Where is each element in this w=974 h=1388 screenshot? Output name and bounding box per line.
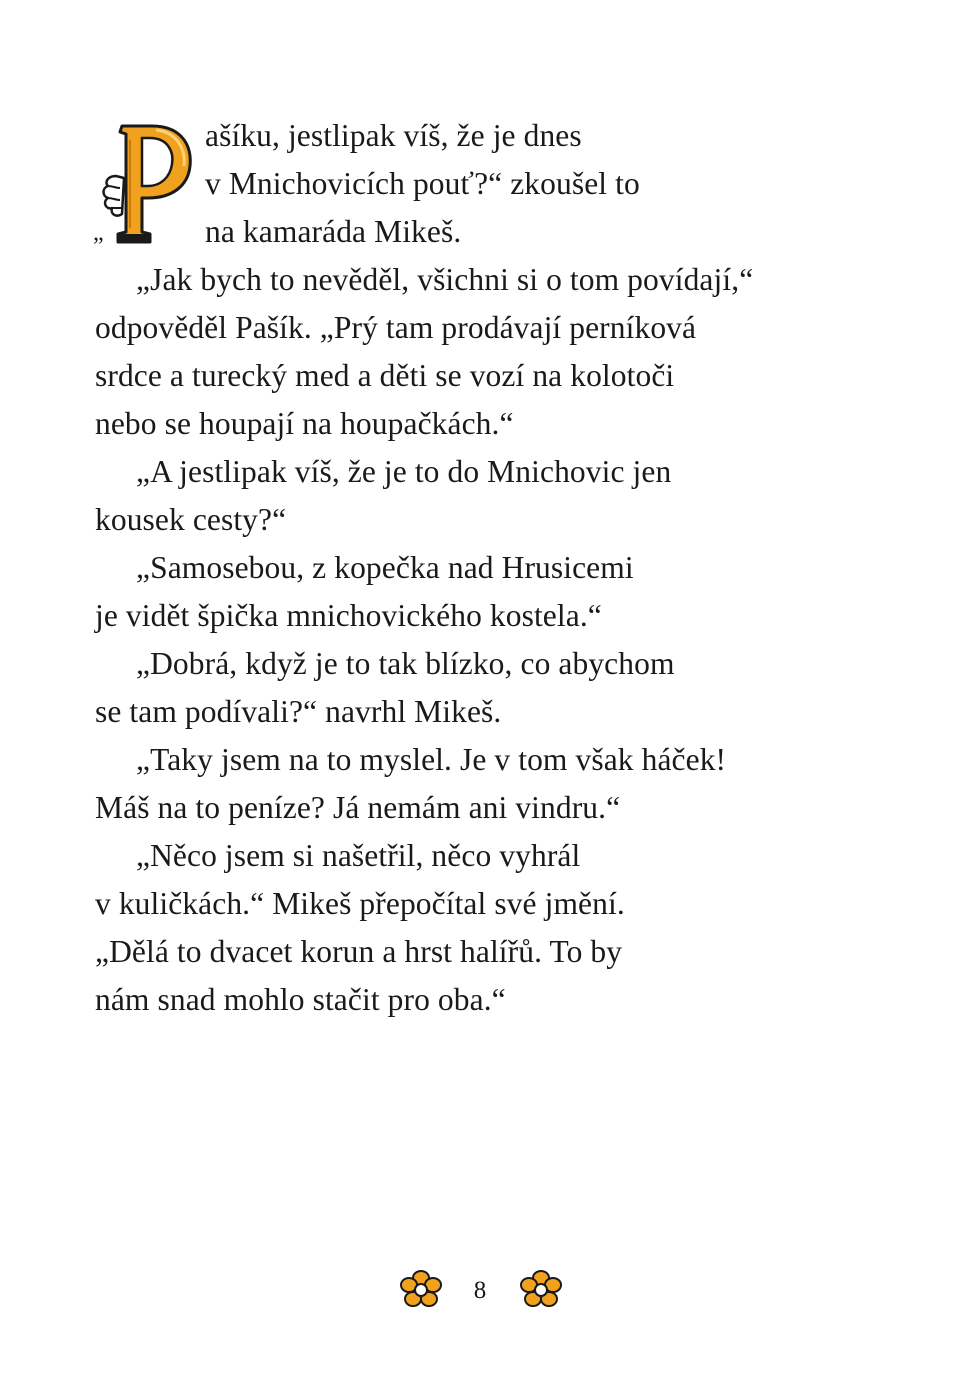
text-line-17: v kuličkách.“ Mikeš přepočítal své jmění.: [95, 886, 625, 921]
text-line-9: kousek cesty?“: [95, 502, 287, 537]
text-line-13: se tam podívali?“ navrhl Mikeš.: [95, 694, 502, 729]
text-line-7: nebo se houpají na houpačkách.“: [95, 406, 514, 441]
text-line-6: srdce a turecký med a děti se vozí na kolotoči: [95, 358, 675, 393]
text-line-2: v Mnichovicích pouť?“ zkoušel to: [205, 166, 640, 201]
text-line-14: „Taky jsem na to myslel. Je v tom však háček!: [136, 742, 727, 777]
text-line-10: „Samosebou, z kopečka nad Hrusicemi: [136, 550, 634, 585]
text-line-1: ašíku, jestlipak víš, že je dnes: [205, 118, 582, 153]
text-line-19: nám snad mohlo stačit pro oba.“: [95, 982, 506, 1017]
text-line-11: je vidět špička mnichovického kostela.“: [95, 598, 602, 633]
text-line-3: na kamaráda Mikeš.: [205, 214, 462, 249]
opening-quote-mark: „: [93, 220, 104, 246]
page-footer: [0, 1268, 974, 1314]
page-number: 8: [473, 1277, 487, 1304]
text-line-5: odpověděl Pašík. „Prý tam prodávají perníková: [95, 310, 697, 345]
text-line-8: „A jestlipak víš, že je to do Mnichovic jen: [136, 454, 672, 489]
drop-cap-letter-p: [100, 120, 196, 246]
text-line-4: „Jak bych to nevěděl, všichni si o tom povídají,“: [136, 262, 754, 297]
flower-icon: [518, 1268, 564, 1312]
text-line-16: „Něco jsem si našetřil, něco vyhrál: [136, 838, 581, 873]
text-line-15: Máš na to peníze? Já nemám ani vindru.“: [95, 790, 621, 825]
flower-icon: [398, 1268, 444, 1312]
text-line-18: „Dělá to dvacet korun a hrst halířů. To by: [95, 934, 623, 969]
text-line-12: „Dobrá, když je to tak blízko, co abychom: [136, 646, 675, 681]
